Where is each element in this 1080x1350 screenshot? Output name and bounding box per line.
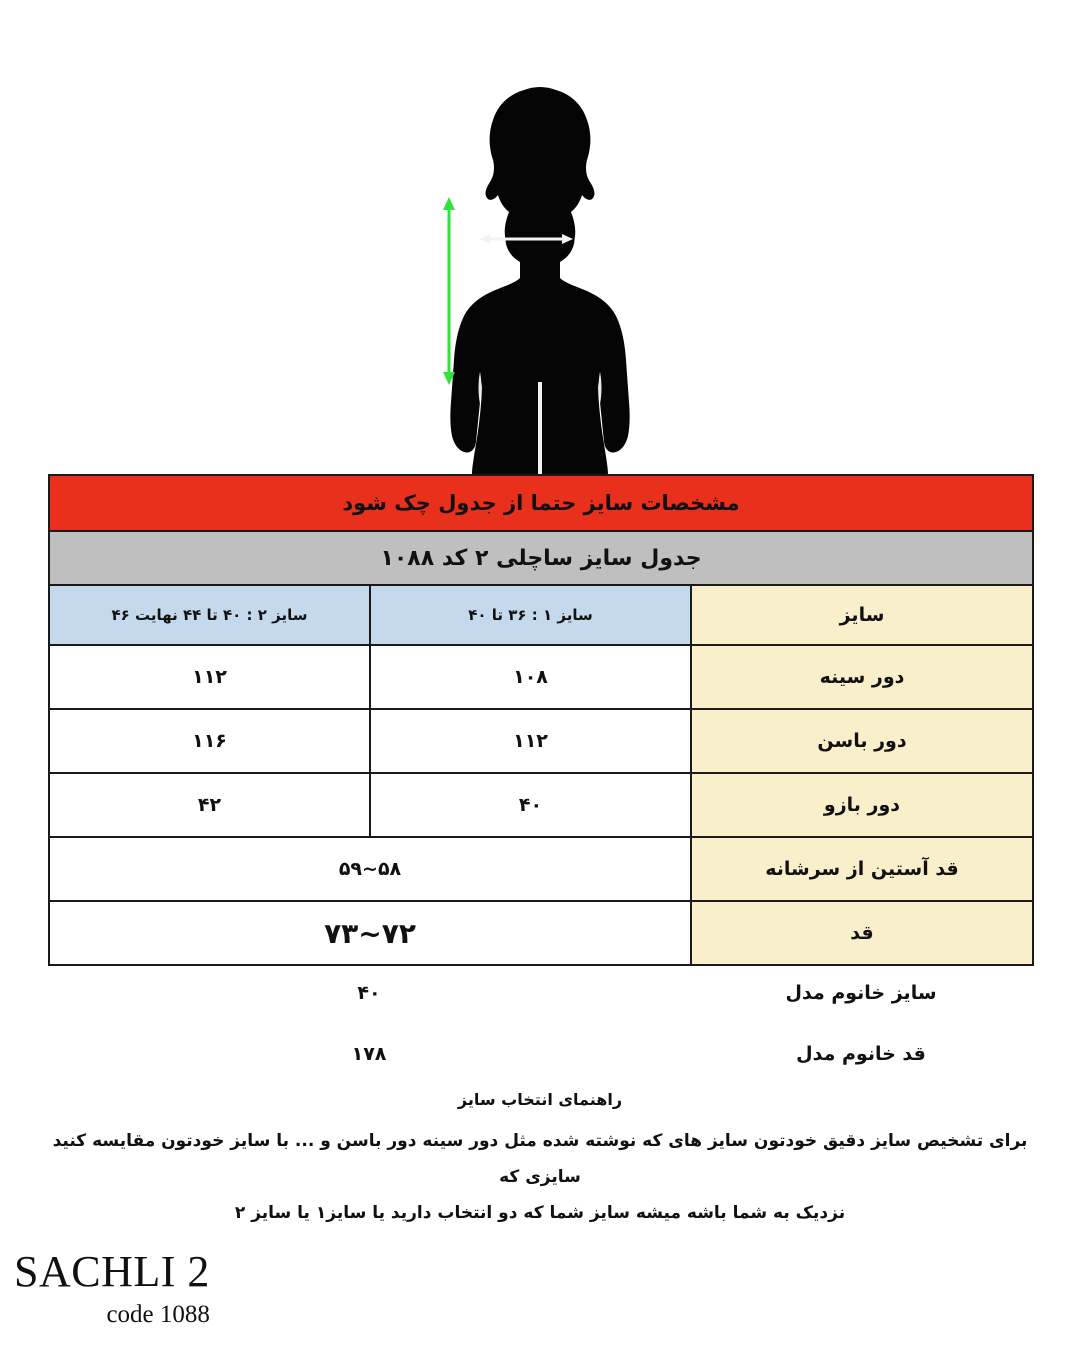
model-info-section <box>48 962 1032 1084</box>
row-hip-size1: ۱۱۲ <box>370 709 691 773</box>
row-label-sleeve: قد آستین از سرشانه <box>691 837 1033 901</box>
row-bust-size2: ۱۱۲ <box>49 645 370 709</box>
table-row <box>49 645 1033 709</box>
row-label-length: قد <box>691 901 1033 965</box>
row-bust-size1: ۱۰۸ <box>370 645 691 709</box>
header-size-1: سایز ۱ : ۳۶ تا ۴۰ <box>370 585 691 645</box>
brand-name: SACHLI 2 <box>14 1247 210 1296</box>
table-row <box>49 773 1033 837</box>
guide-title: راهنمای انتخاب سایز <box>457 1090 623 1109</box>
model-size-row <box>48 962 1032 1023</box>
size-guide-section <box>40 1090 1040 1231</box>
row-arm-size2: ۴۲ <box>49 773 370 837</box>
model-height-row <box>48 1023 1032 1084</box>
table-row <box>49 709 1033 773</box>
model-height-value: ۱۷۸ <box>351 1042 387 1065</box>
table-row <box>49 901 1033 965</box>
row-label-hip: دور باسن <box>691 709 1033 773</box>
row-sleeve-value: ۵۸~۵۹ <box>49 837 691 901</box>
model-size-value: ۴۰ <box>357 981 381 1004</box>
bust-measure-arrow <box>478 228 574 250</box>
brand-code: code 1088 <box>106 1301 210 1328</box>
size-chart-table <box>48 474 1034 966</box>
guide-line-2: نزدیک به شما باشه میشه سایز شما که دو انتخاب دارید یا سایز۱ یا سایز ۲ <box>234 1203 846 1223</box>
table-header-row <box>49 585 1033 645</box>
table-title-row <box>49 531 1033 585</box>
header-size-2: سایز ۲ : ۴۰ تا ۴۴ نهایت ۴۶ <box>49 585 370 645</box>
model-size-label: سایز خانوم مدل <box>785 981 937 1004</box>
length-measure-arrow <box>440 196 458 386</box>
model-height-label: قد خانوم مدل <box>796 1042 926 1065</box>
brand-block <box>14 1246 210 1332</box>
table-banner-row <box>49 475 1033 531</box>
guide-line-1: برای تشخیص سایز دقیق خودتون سایز های که نوشته شده مثل دور سینه دور باسن و ... با سایز خودتون مقایسه کنید سایزی که <box>52 1131 1028 1187</box>
table-row <box>49 837 1033 901</box>
banner-text: مشخصات سایز حتما از جدول چک شود <box>49 475 1033 531</box>
header-label-size: سایز <box>691 585 1033 645</box>
row-arm-size1: ۴۰ <box>370 773 691 837</box>
figure-area <box>0 0 1080 474</box>
row-length-value: ۷۲~۷۳ <box>49 901 691 965</box>
row-label-bust: دور سینه <box>691 645 1033 709</box>
row-hip-size2: ۱۱۶ <box>49 709 370 773</box>
table-title-text: جدول سایز ساچلی ۲ کد ۱۰۸۸ <box>49 531 1033 585</box>
row-label-arm: دور بازو <box>691 773 1033 837</box>
